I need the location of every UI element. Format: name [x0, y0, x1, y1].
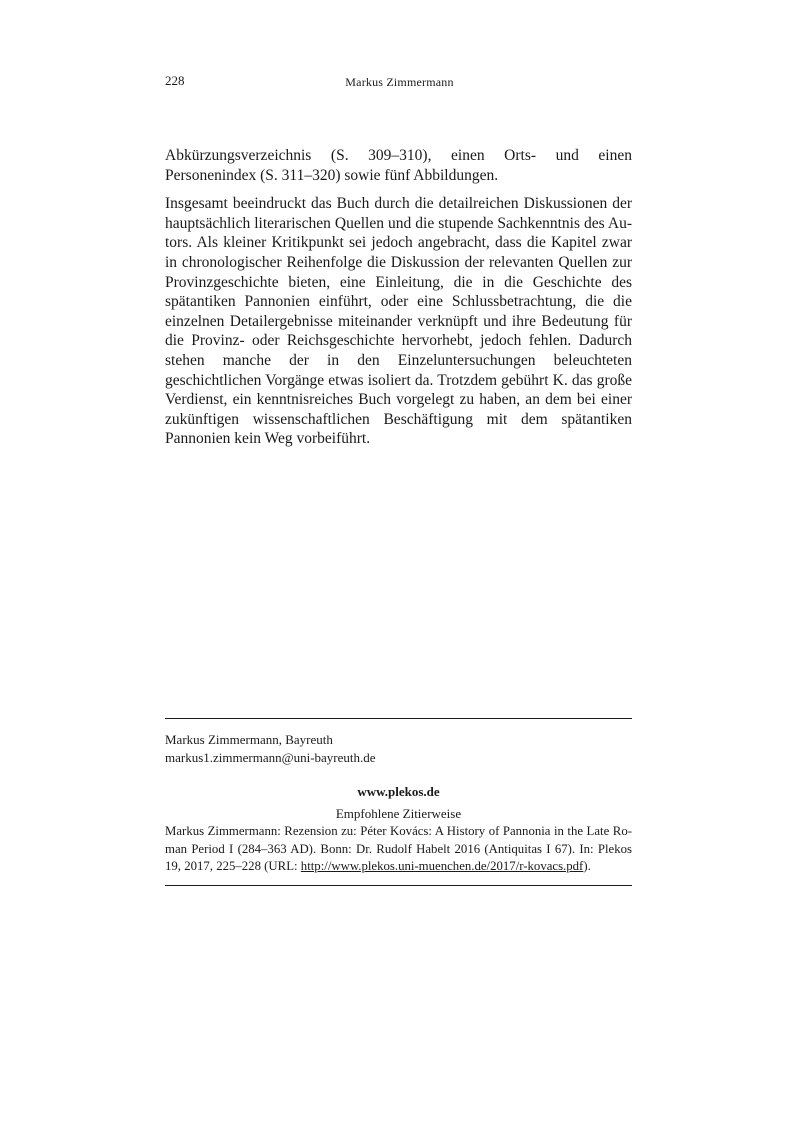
website-label: www.plekos.de: [357, 784, 440, 799]
page-number: 228: [165, 73, 185, 88]
citation-body: Markus Zimmermann: Rezension zu: Péter Kovács: A History of Pannonia in the Late Roman Period I (284–363 AD). Bonn: Dr. Rudolf Habelt 2016 (Antiquitas I 67). In: Plekos 19, 2017, 225–228 (URL:: [165, 824, 632, 873]
author-line: Markus Zimmermann, Bayreuth: [165, 732, 333, 747]
body-text: [165, 146, 632, 458]
citation-heading: Empfohlene Zitierweise: [335, 806, 462, 821]
citation-url-link[interactable]: http://www.plekos.uni-muenchen.de/2017/r-kovacs.pdf: [300, 859, 584, 873]
author-email: markus1.zimmermann@uni-bayreuth.de: [165, 750, 376, 765]
footer-rule-top: [165, 718, 632, 719]
paragraph: Insgesamt beeindruckt das Buch durch die detailreichen Diskussionen der hauptsächlich literarischen Quellen und die stupende Sachkenntnis des Autors. Als kleiner Kritikpunkt sei jedoch angebracht, dass die Kapitel zwar in chronologischer Reihenfolge die Diskussion der relevanten Quellen zur Provinzgeschichte bieten, eine Einleitung, die in die Geschichte des spätantiken Pannonien einführt, oder eine Schlussbetrachtung, die die einzelnen Detailergebnisse miteinander verknüpft und ihre Bedeutung für die Provinz- oder Reichsgeschichte hervorhebt, jedoch fehlen. Dadurch stehen manche der in den Einzeluntersuchungen beleuchteten geschichtlichen Vorgänge etwas isoliert da. Trotzdem gebührt K. das große Verdienst, ein kenntnisreiches Buch vorgelegt zu haben, an dem bei einer zukünftigen wissenschaftlichen Beschäftigung mit dem spätantiken Pannonien kein Weg vorbeiführt.: [165, 195, 632, 448]
footer-rule-bottom: [165, 885, 632, 886]
citation-text: [165, 823, 632, 876]
author-block: [165, 731, 376, 767]
paragraph: Abkürzungsverzeichnis (S. 309–310), einen Orts- und einen Personenindex (S. 311–320) sowie fünf Abbildungen.: [165, 147, 632, 184]
running-head: Markus Zimmermann: [345, 75, 454, 89]
citation-end: ).: [583, 859, 591, 873]
